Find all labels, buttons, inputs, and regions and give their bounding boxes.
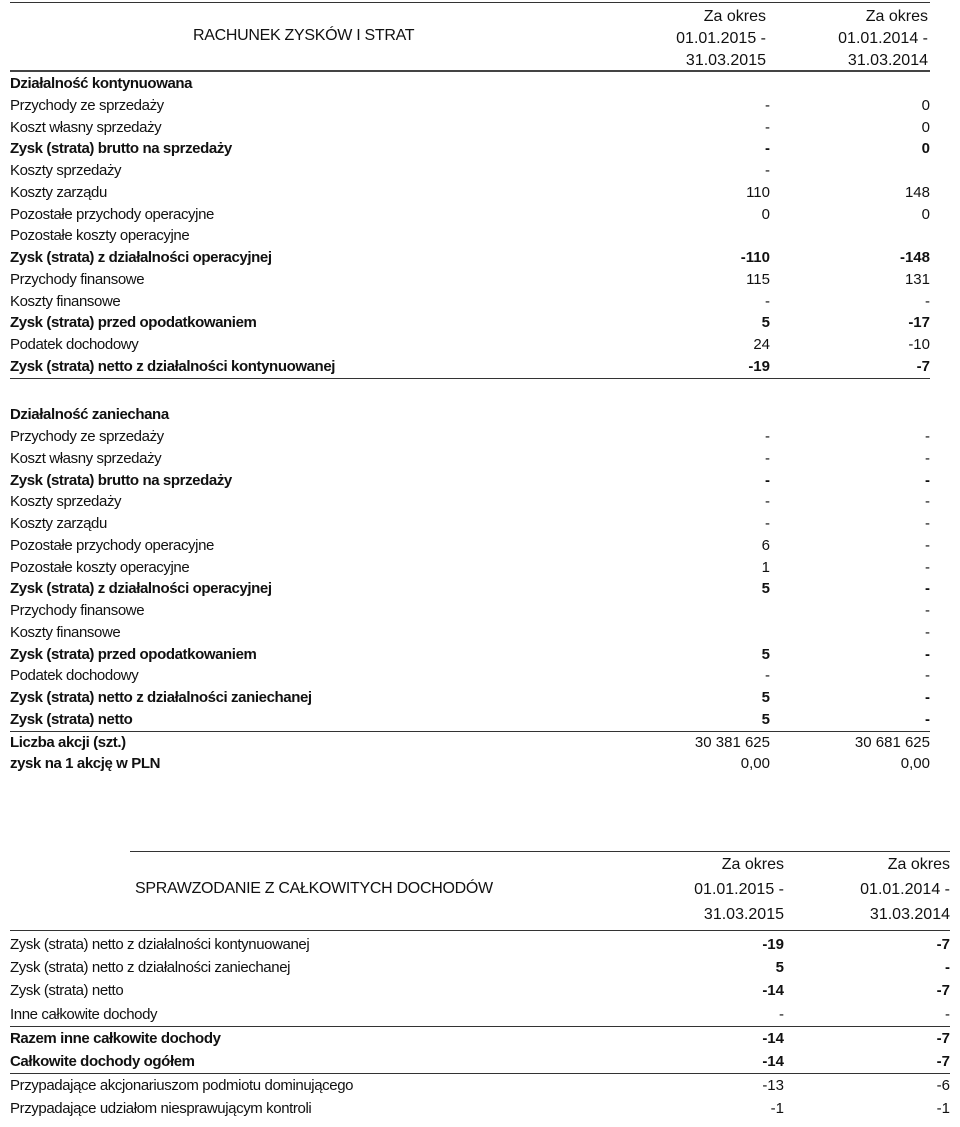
pl-row-value-2014: 131 (904, 270, 930, 288)
pl-row (10, 138, 930, 160)
pl-row-value-2015 (620, 404, 770, 426)
pl-row-label: Zysk (strata) netto z działalności zaniechanej (10, 689, 312, 706)
pl-row-label: Przychody ze sprzedaży (10, 96, 164, 114)
pl-row-value-2015: 0 (761, 205, 770, 223)
ci-row-value-2015: -13 (762, 1077, 784, 1095)
pl-row-value-2014: -148 (899, 249, 930, 266)
pl-row-value-2014 (770, 160, 930, 182)
ci-row-value-2015: -1 (770, 1100, 784, 1118)
pl-row-label: Koszty zarządu (10, 183, 107, 201)
ci-row-value-2015: -19 (762, 936, 784, 953)
ci-col1-line1: Za okres (721, 856, 784, 873)
pl-row (10, 160, 930, 182)
pl-row-label: Działalność zaniechana (10, 406, 169, 424)
pl-row (10, 379, 930, 405)
pl-row-label: Zysk (strata) z działalności operacyjnej (10, 249, 272, 266)
pl-row-value-2015 (620, 379, 770, 405)
pl-row-value-2015: -110 (740, 249, 770, 266)
pl-row-value-2014: - (925, 428, 930, 445)
ci-row-label: Inne całkowite dochody (10, 1005, 158, 1023)
pl-row (10, 225, 930, 247)
pl-row-label: Przychody finansowe (10, 270, 145, 288)
ci-title: SPRAWZODANIE Z CAŁKOWITYCH DOCHODÓW (135, 880, 493, 897)
ci-col1-line3: 31.03.2015 (703, 906, 784, 923)
ci-row-value-2014: -7 (936, 1052, 950, 1070)
pl-row-value-2014: 30 681 625 (854, 733, 930, 751)
pl-row-value-2014: -10 (908, 336, 930, 353)
ci-row (10, 1027, 950, 1050)
pl-row (10, 269, 930, 291)
pl-row-label: Działalność kontynuowana (10, 75, 193, 92)
ci-row-label: Przypadające udziałom niesprawującym kontroli (10, 1100, 312, 1118)
pl-row-value-2015: 5 (761, 710, 770, 728)
pl-row-value-2014 (770, 225, 930, 247)
pl-row-value-2015: - (765, 162, 770, 179)
pl-row-value-2015 (620, 73, 770, 95)
pl-row (10, 600, 930, 622)
pl-row-value-2014: 0,00 (900, 755, 930, 773)
pl-row-value-2015: 1 (761, 558, 770, 576)
pl-row (10, 204, 930, 226)
ci-row-value-2014: -7 (936, 982, 950, 1000)
pl-row-value-2014: - (925, 515, 930, 532)
pl-row-label: Zysk (strata) przed opodatkowaniem (10, 314, 257, 332)
pl-row-value-2015: - (765, 493, 770, 511)
pl-row (10, 73, 930, 95)
ci-row-label: Zysk (strata) netto z działalności kontynuowanej (10, 936, 310, 953)
pl-row-label: zysk na 1 akcję w PLN (10, 755, 161, 773)
ci-row-value-2014: - (945, 959, 950, 977)
pl-row-value-2015: 30 381 625 (694, 733, 770, 751)
pl-row-label: Koszty zarządu (10, 515, 107, 532)
pl-col2-line2: 01.01.2014 - (838, 30, 928, 47)
ci-row-value-2014: - (945, 1005, 950, 1023)
pl-row-value-2014: - (925, 645, 930, 663)
pl-row-label: Podatek dochodowy (10, 336, 139, 353)
ci-row-label: Zysk (strata) netto (10, 982, 124, 1000)
pl-row-value-2015: 110 (746, 183, 770, 201)
ci-row (10, 956, 950, 979)
ci-row (10, 933, 950, 956)
ci-table (10, 933, 950, 1121)
pl-row-label: Koszty finansowe (10, 292, 121, 310)
pl-row-value-2015 (620, 225, 770, 247)
pl-table (10, 73, 930, 775)
pl-row-value-2014: - (925, 710, 930, 728)
pl-row-value-2014: - (925, 667, 930, 685)
pl-row-label: Zysk (strata) przed opodatkowaniem (10, 645, 257, 663)
ci-col2-line1: Za okres (887, 856, 950, 873)
pl-row (10, 312, 930, 334)
ci-row (10, 1074, 950, 1097)
pl-col1-line2: 01.01.2015 - (676, 30, 766, 47)
pl-row-value-2014: - (925, 292, 930, 310)
pl-row (10, 448, 930, 470)
pl-row-value-2014: 0 (921, 96, 930, 114)
pl-row-label: Podatek dochodowy (10, 667, 139, 685)
pl-row-value-2014: - (925, 580, 930, 598)
pl-col2-line1: Za okres (865, 8, 928, 25)
pl-title: RACHUNEK ZYSKÓW I STRAT (193, 27, 415, 44)
pl-row (10, 753, 930, 775)
ci-row (10, 979, 950, 1002)
pl-row (10, 557, 930, 579)
top-rule (10, 2, 930, 3)
pl-row-value-2015: 6 (761, 536, 770, 554)
pl-row (10, 291, 930, 313)
pl-row-value-2014: - (925, 689, 930, 706)
pl-row-value-2014: - (925, 623, 930, 641)
pl-row-label (10, 379, 620, 405)
ci-row-label: Zysk (strata) netto z działalności zaniechanej (10, 959, 291, 977)
ci-col1-header (650, 852, 784, 927)
pl-row (10, 404, 930, 426)
pl-header-rule (10, 70, 930, 72)
pl-row-value-2015: - (765, 428, 770, 445)
pl-row (10, 665, 930, 687)
pl-row-value-2014: - (925, 449, 930, 467)
pl-row-value-2014: -7 (916, 357, 930, 375)
pl-row (10, 622, 930, 644)
pl-col2-header (800, 6, 928, 72)
ci-row-value-2015: - (779, 1005, 784, 1023)
pl-row-value-2014 (770, 404, 930, 426)
pl-row-value-2015 (620, 622, 770, 644)
pl-row (10, 470, 930, 492)
pl-row-value-2015: 0,00 (740, 755, 770, 773)
pl-row-label: Pozostałe koszty operacyjne (10, 227, 190, 245)
pl-row-value-2015: - (765, 118, 770, 136)
pl-row-label: Koszt własny sprzedaży (10, 118, 162, 136)
pl-row-value-2014: - (925, 558, 930, 576)
pl-row-label: Pozostałe przychody operacyjne (10, 536, 214, 554)
pl-row-value-2015: - (765, 667, 770, 685)
pl-row-value-2014: 0 (921, 140, 930, 158)
ci-row-value-2015: -14 (762, 1052, 784, 1070)
pl-row-label: Koszt własny sprzedaży (10, 449, 162, 467)
pl-row (10, 247, 930, 269)
pl-row-value-2015: - (765, 471, 770, 489)
pl-row-label: Zysk (strata) z działalności operacyjnej (10, 580, 272, 598)
ci-row (10, 1050, 950, 1074)
pl-row-label: Przychody finansowe (10, 602, 145, 619)
pl-row (10, 709, 930, 732)
pl-row-value-2015: - (765, 449, 770, 467)
pl-row-value-2015: 5 (761, 645, 770, 663)
ci-row-value-2014: -1 (936, 1100, 950, 1118)
pl-row (10, 95, 930, 117)
pl-row-value-2014: - (925, 493, 930, 511)
pl-row (10, 117, 930, 139)
ci-row (10, 1003, 950, 1027)
pl-row-value-2015: -19 (748, 357, 770, 375)
pl-row-value-2014: - (925, 471, 930, 489)
pl-row-value-2015: 24 (753, 336, 770, 353)
pl-row-label: Pozostałe koszty operacyjne (10, 558, 190, 576)
pl-row (10, 334, 930, 356)
pl-row-value-2015: - (765, 140, 770, 158)
pl-row-value-2014 (770, 73, 930, 95)
ci-row-value-2015: -14 (762, 982, 784, 1000)
pl-row-value-2015: - (765, 292, 770, 310)
pl-row (10, 732, 930, 754)
pl-row-label: Zysk (strata) brutto na sprzedaży (10, 140, 232, 158)
ci-header-rule (10, 930, 950, 931)
pl-row-value-2014 (770, 379, 930, 405)
pl-row-value-2014: - (925, 602, 930, 619)
pl-col1-line3: 31.03.2015 (685, 52, 766, 69)
pl-row-value-2014: -17 (908, 314, 930, 332)
pl-row-label: Pozostałe przychody operacyjne (10, 205, 214, 223)
pl-row-value-2015 (620, 600, 770, 622)
ci-col2-line3: 31.03.2014 (869, 906, 950, 923)
ci-row-value-2014: -6 (936, 1077, 950, 1095)
pl-row (10, 687, 930, 709)
pl-row-value-2015: 5 (761, 689, 770, 706)
pl-row (10, 535, 930, 557)
pl-row-value-2014: - (925, 536, 930, 554)
pl-row (10, 356, 930, 379)
pl-row-label: Zysk (strata) brutto na sprzedaży (10, 471, 232, 489)
pl-row (10, 578, 930, 600)
ci-row-value-2015: 5 (775, 959, 784, 977)
pl-row-value-2015: 5 (761, 314, 770, 332)
pl-row-label: Przychody ze sprzedaży (10, 428, 164, 445)
ci-row-label: Całkowite dochody ogółem (10, 1052, 195, 1070)
ci-row-value-2014: -7 (936, 1029, 950, 1047)
ci-col2-header (810, 852, 950, 927)
pl-row-value-2015: 115 (746, 270, 770, 288)
pl-row (10, 491, 930, 513)
ci-row (10, 1097, 950, 1120)
pl-row-value-2014: 0 (921, 118, 930, 136)
pl-row-value-2015: 5 (761, 580, 770, 598)
pl-row (10, 644, 930, 666)
ci-row-label: Przypadające akcjonariuszom podmiotu dominującego (10, 1077, 354, 1095)
pl-row-value-2015: - (765, 96, 770, 114)
pl-col1-header (640, 6, 766, 72)
ci-row-label: Razem inne całkowite dochody (10, 1029, 221, 1047)
pl-col1-line1: Za okres (703, 8, 766, 25)
pl-row-value-2014: 148 (904, 183, 930, 201)
pl-row (10, 182, 930, 204)
pl-row (10, 513, 930, 535)
pl-row-label: Koszty finansowe (10, 623, 121, 641)
pl-row-label: Zysk (strata) netto z działalności kontynuowanej (10, 357, 336, 375)
ci-row-value-2015: -14 (762, 1029, 784, 1047)
ci-col2-line2: 01.01.2014 - (860, 881, 950, 898)
pl-row-value-2015: - (765, 515, 770, 532)
ci-col1-line2: 01.01.2015 - (694, 881, 784, 898)
ci-row-value-2014: -7 (936, 936, 950, 953)
pl-row-value-2014: 0 (921, 205, 930, 223)
pl-row-label: Koszty sprzedaży (10, 493, 122, 511)
pl-row-label: Koszty sprzedaży (10, 162, 122, 179)
pl-row-label: Liczba akcji (szt.) (10, 733, 126, 751)
pl-col2-line3: 31.03.2014 (847, 52, 928, 69)
pl-row (10, 426, 930, 448)
pl-row-label: Zysk (strata) netto (10, 710, 133, 728)
